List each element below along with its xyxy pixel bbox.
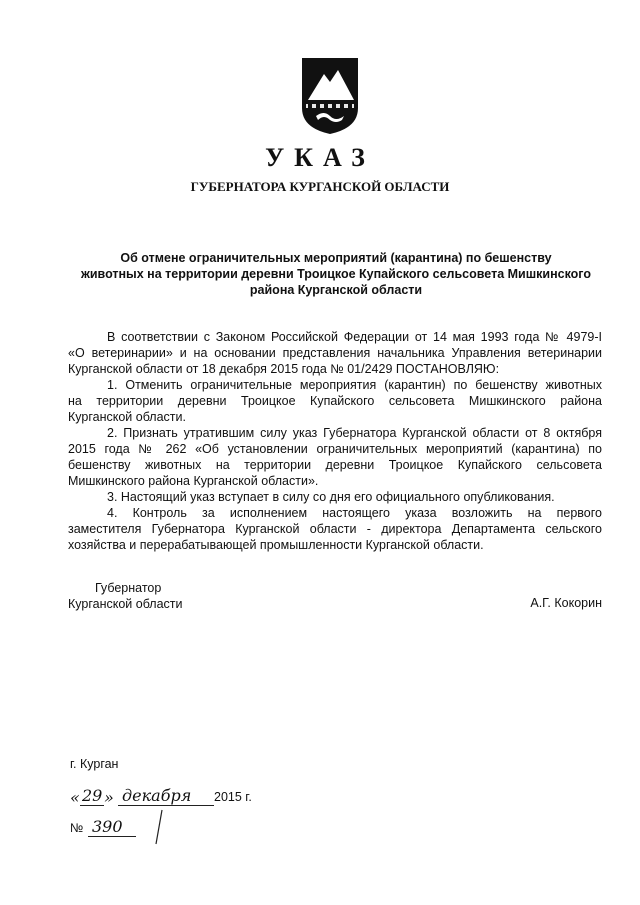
body-line: 2015 года № 262 «Об установлении ограничительных мероприятий (карантина) по <box>68 442 602 456</box>
signatory-name: А.Г. Кокорин <box>530 596 602 610</box>
date-month: декабря <box>122 786 192 805</box>
body-line: бешенству животных на территории деревни Троицкое Купайского сельсовета <box>68 458 602 472</box>
body-line: 2. Признать утратившим силу указ Губернатора Курганской области от 8 октября <box>107 426 602 440</box>
heading-line: Об отмене ограничительных мероприятий (карантина) по бешенству <box>120 251 552 265</box>
position-line: Курганской области <box>68 597 183 611</box>
heading-line: животных на территории деревни Троицкое Купайского сельсовета Мишкинского <box>81 267 591 281</box>
signatory-position <box>68 580 183 612</box>
body-line: «О ветеринарии» и на основании представления начальника Управления ветеринарии <box>68 346 602 360</box>
coat-of-arms-icon <box>298 56 362 136</box>
clause-1-paragraph <box>68 377 602 425</box>
clause-2-paragraph <box>68 425 602 489</box>
heading-line: района Курганской области <box>249 283 423 297</box>
clause-4-paragraph <box>68 505 602 553</box>
body-line: 1. Отменить ограничительные мероприятия (карантин) по бешенству животных <box>107 378 602 392</box>
number-underline <box>88 836 136 837</box>
month-underline <box>118 805 214 806</box>
date-open-quote: « <box>70 788 80 807</box>
day-underline <box>80 805 104 806</box>
document-title: УКАЗ <box>265 143 375 172</box>
body-line: заместителя Губернатора Курганской области - директора Департамента сельского <box>68 522 602 536</box>
date-close-quote: » <box>104 788 114 807</box>
date-field <box>70 786 270 810</box>
body-line: Курганской области от 18 декабря 2015 года № 01/2429 ПОСТАНОВЛЯЮ: <box>68 362 500 376</box>
number-prefix: № <box>70 821 84 835</box>
date-day: 29 <box>82 786 103 805</box>
body-line: В соответствии с Законом Российской Федерации от 14 мая 1993 года № 4979-I <box>107 330 602 344</box>
document-body <box>68 329 602 553</box>
number-value: 390 <box>92 817 123 836</box>
clause-3-paragraph <box>68 489 602 505</box>
preamble-paragraph <box>68 329 602 377</box>
body-line: 4. Контроль за исполнением настоящего указа возложить на первого <box>107 506 602 520</box>
body-line: хозяйства и перерабатывающей промышленности Курганской области. <box>68 538 484 552</box>
position-line: Губернатор <box>95 581 162 595</box>
body-line: Мишкинского района Курганской области». <box>68 474 319 488</box>
body-line: на территории деревни Троицкое Купайского сельсовета Мишкинского района <box>68 394 602 408</box>
body-line: Курганской области. <box>68 410 186 424</box>
document-heading <box>66 250 606 298</box>
signature-stroke-icon <box>150 808 170 848</box>
body-line: 3. Настоящий указ вступает в силу со дня его официального опубликования. <box>107 490 555 504</box>
number-field <box>70 817 190 841</box>
document-issuer: ГУБЕРНАТОРА КУРГАНСКОЙ ОБЛАСТИ <box>190 179 450 194</box>
date-year: 2015 г. <box>214 790 252 804</box>
place-of-issue: г. Курган <box>70 757 119 771</box>
